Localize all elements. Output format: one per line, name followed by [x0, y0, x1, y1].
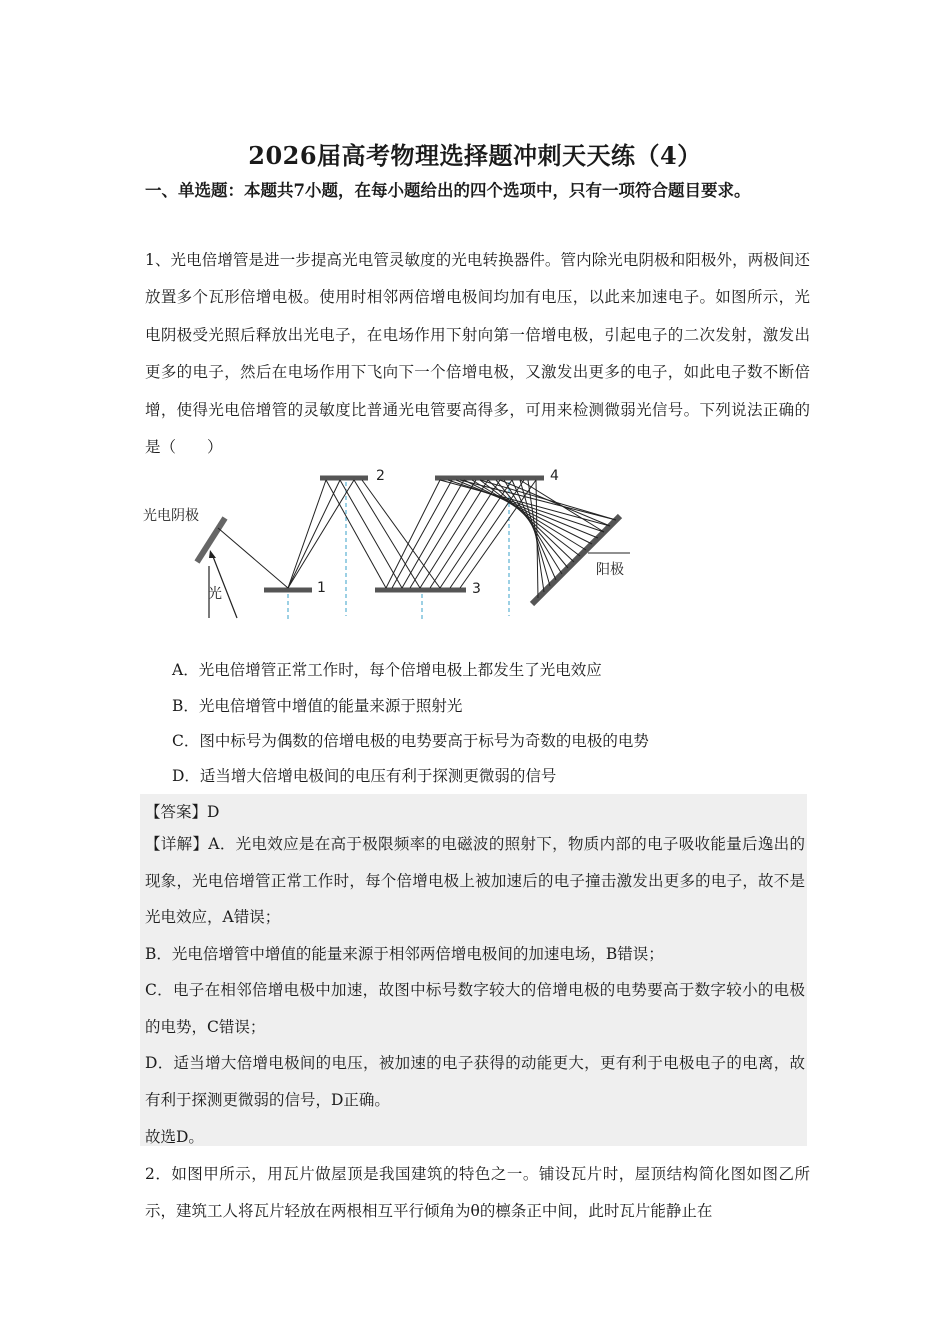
question-2-stem: 2．如图甲所示，用瓦片做屋顶是我国建筑的特色之一。铺设瓦片时，屋顶结构简化图如图乙所示，建筑工人将瓦片轻放在两根相互平行倾角为θ的檩条正中间，此时瓦片能静止在 — [145, 1165, 810, 1221]
dynode-4-label: 4 — [550, 468, 559, 484]
question-1-stem: 1、光电倍增管是进一步提高光电管灵敏度的光电转换器件。管内除光电阴极和阳极外，两极间还放置多个瓦形倍增电极。使用时相邻两倍增电极间均加有电压，以此来加速电子。如图所示，光电阴极受光照后释放出光电子，在电场作用下射向第一倍增电极，引起电子的二次发射，激发出更多的电子，然后在电场作用下飞向下一个倍增电极，又激发出更多的电子，如此电子数不断倍增，使得光电倍增管的灵敏度比普通光电管要高得多，可用来检测微弱光信号。下列说法正确的是（ ） — [145, 251, 810, 457]
anode-label: 阳极 — [596, 562, 624, 578]
option-b: B．光电倍增管中增值的能量来源于照射光 — [172, 697, 463, 715]
detail-b: B．光电倍增管中增值的能量来源于相邻两倍增电极间的加速电场，B错误； — [145, 945, 664, 963]
detail-d: D．适当增大倍增电极间的电压，被加速的电子获得的动能更大，更有利于电极电子的电离，故有利于探测更微弱的信号，D正确。 — [145, 1054, 805, 1109]
option-a: A．光电倍增管正常工作时，每个倍增电极上都发生了光电效应 — [172, 661, 602, 679]
option-c: C．图中标号为偶数的倍增电极的电势要高于标号为奇数的电极的电势 — [172, 732, 649, 750]
detail-a: 【详解】A．光电效应是在高于极限频率的电磁波的照射下，物质内部的电子吸收能量后逸出的现象，光电倍增管正常工作时，每个倍增电极上被加速后的电子撞击激发出更多的电子，故不是光电效应，A错误； — [145, 835, 805, 926]
dynode-1-label: 1 — [317, 580, 326, 596]
dynode-2-label: 2 — [376, 468, 385, 484]
conclusion: 故选D。 — [145, 1128, 204, 1146]
cathode-label: 光电阴极 — [143, 508, 199, 524]
document-title: 2026届高考物理选择题冲刺天天练（4） — [248, 141, 702, 170]
dashed-guides — [288, 482, 509, 621]
photomultiplier-figure — [140, 466, 660, 626]
section-heading: 一、单选题：本题共7小题，在每小题给出的四个选项中，只有一项符合题目要求。 — [145, 181, 751, 200]
dynode-3-label: 3 — [472, 581, 481, 597]
option-d: D．适当增大倍增电极间的电压有利于探测更微弱的信号 — [172, 767, 557, 785]
answer-line: 【答案】D — [145, 803, 220, 821]
light-arrow-head — [209, 550, 216, 558]
detail-c: C．电子在相邻倍增电极中加速，故图中标号数字较大的倍增电极的电势要高于数字较小的电极的电势，C错误； — [145, 981, 805, 1036]
light-label: 光 — [208, 586, 222, 602]
